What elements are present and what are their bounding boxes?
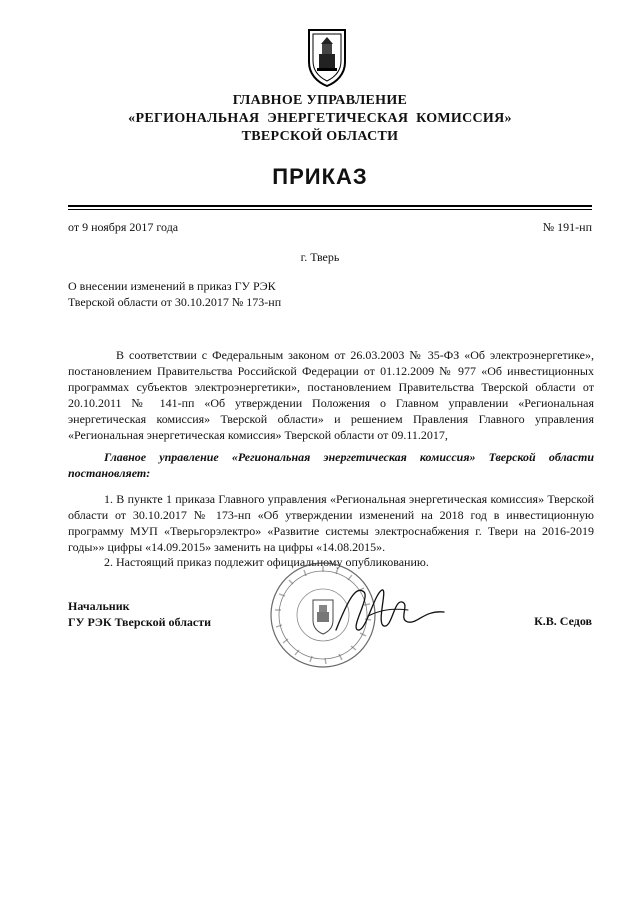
organization-header	[100, 92, 540, 146]
resolution-paragraph: Главное управление «Региональная энергетическая комиссия» Тверской области постановляет:	[68, 450, 594, 480]
header-line-1: ГЛАВНОЕ УПРАВЛЕНИЕ	[232, 93, 408, 108]
document-number: № 191-нп	[542, 220, 592, 234]
signatory-position	[68, 598, 211, 630]
preamble-paragraph: В соответствии с Федеральным законом от 26.03.2003 № 35-ФЗ «Об электроэнергетике», постановлением Правительства Российской Федерации от 01.12.2009 № 977 «Об инвестиционных программах субъектов электроэнергетики», постановлением Правительства Тверской области от 20.10.2011 № 141-пп «Об утверждении Положения о Главном управлении «Региональная энергетическая комиссия» Тверской области» и решением Правления Главного управления «Региональная энергетическая комиссия» Тверской области от 09.11.2017,	[68, 348, 594, 442]
signatory-position-line-1: Начальник	[68, 599, 130, 613]
document-city: г. Тверь	[300, 250, 340, 264]
header-line-2: «РЕГИОНАЛЬНАЯ ЭНЕРГЕТИЧЕСКАЯ КОМИССИЯ»	[128, 111, 512, 126]
order-item-2: 2. Настоящий приказ подлежит официальному опубликованию.	[104, 555, 429, 569]
subject-line-1: О внесении изменений в приказ ГУ РЭК	[68, 279, 276, 293]
document-title: ПРИКАЗ	[272, 164, 368, 189]
order-item-1: 1. В пункте 1 приказа Главного управления «Региональная энергетическая комиссия» Тверской области от 30.10.2017 № 173-нп «Об утверждении изменений на 2018 год в инвестиционную программу МУП «Тверьгорэлектро» «Развитие системы электроснабжения г. Твери на 2016-2019 годы»» цифры «14.09.2015» заменить на цифры «14.08.2015».	[68, 492, 594, 554]
signatory-name: К.В. Седов	[534, 614, 592, 628]
handwritten-signature	[328, 580, 448, 640]
signatory-position-line-2: ГУ РЭК Тверской области	[68, 615, 212, 629]
header-line-3: ТВЕРСКОЙ ОБЛАСТИ	[241, 129, 399, 144]
header-rule-thin	[68, 209, 592, 210]
header-rule-thick	[68, 205, 592, 207]
document-subject	[68, 278, 348, 310]
coat-of-arms-icon	[303, 26, 351, 88]
subject-line-2: Тверской области от 30.10.2017 № 173-нп	[68, 295, 282, 309]
document-date: от 9 ноября 2017 года	[68, 220, 179, 234]
